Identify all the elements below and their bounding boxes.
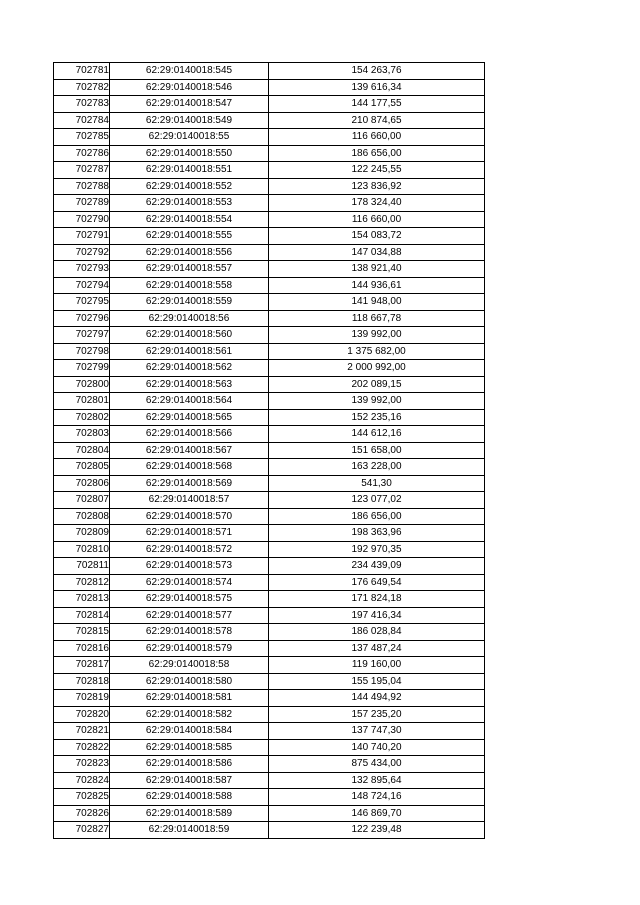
row-id-cell: 702788	[54, 178, 110, 195]
table-row	[54, 723, 485, 740]
cadastral-number-cell: 62:29:0140018:555	[110, 228, 269, 245]
table-row	[54, 508, 485, 525]
table-row	[54, 459, 485, 476]
cadastral-number-cell: 62:29:0140018:553	[110, 195, 269, 212]
row-id-cell: 702826	[54, 805, 110, 822]
cadastral-number-cell: 62:29:0140018:546	[110, 79, 269, 96]
value-cell: 139 992,00	[269, 393, 485, 410]
value-cell: 154 083,72	[269, 228, 485, 245]
table-row	[54, 178, 485, 195]
row-id-cell: 702809	[54, 525, 110, 542]
row-id-cell: 702818	[54, 673, 110, 690]
table-row	[54, 145, 485, 162]
table-row	[54, 673, 485, 690]
cadastral-number-cell: 62:29:0140018:579	[110, 640, 269, 657]
table-row	[54, 79, 485, 96]
value-cell: 198 363,96	[269, 525, 485, 542]
value-cell: 139 616,34	[269, 79, 485, 96]
value-cell: 146 869,70	[269, 805, 485, 822]
cadastral-number-cell: 62:29:0140018:588	[110, 789, 269, 806]
row-id-cell: 702805	[54, 459, 110, 476]
row-id-cell: 702804	[54, 442, 110, 459]
row-id-cell: 702792	[54, 244, 110, 261]
value-cell: 123 077,02	[269, 492, 485, 509]
row-id-cell: 702823	[54, 756, 110, 773]
row-id-cell: 702785	[54, 129, 110, 146]
table-row	[54, 822, 485, 839]
table-row	[54, 228, 485, 245]
value-cell: 875 434,00	[269, 756, 485, 773]
table-row	[54, 756, 485, 773]
row-id-cell: 702797	[54, 327, 110, 344]
value-cell: 144 936,61	[269, 277, 485, 294]
cadastral-number-cell: 62:29:0140018:566	[110, 426, 269, 443]
row-id-cell: 702787	[54, 162, 110, 179]
row-id-cell: 702796	[54, 310, 110, 327]
value-cell: 138 921,40	[269, 261, 485, 278]
value-cell: 141 948,00	[269, 294, 485, 311]
cadastral-number-cell: 62:29:0140018:558	[110, 277, 269, 294]
table-row	[54, 805, 485, 822]
cadastral-number-cell: 62:29:0140018:587	[110, 772, 269, 789]
row-id-cell: 702784	[54, 112, 110, 129]
cadastral-number-cell: 62:29:0140018:574	[110, 574, 269, 591]
row-id-cell: 702822	[54, 739, 110, 756]
table-row	[54, 492, 485, 509]
row-id-cell: 702790	[54, 211, 110, 228]
table-row	[54, 211, 485, 228]
cadastral-number-cell: 62:29:0140018:545	[110, 63, 269, 80]
cadastral-number-cell: 62:29:0140018:59	[110, 822, 269, 839]
row-id-cell: 702810	[54, 541, 110, 558]
cadastral-number-cell: 62:29:0140018:58	[110, 657, 269, 674]
table-row	[54, 162, 485, 179]
cadastral-number-cell: 62:29:0140018:570	[110, 508, 269, 525]
table-row	[54, 558, 485, 575]
value-cell: 144 494,92	[269, 690, 485, 707]
cadastral-number-cell: 62:29:0140018:575	[110, 591, 269, 608]
table-row	[54, 442, 485, 459]
cadastral-number-cell: 62:29:0140018:573	[110, 558, 269, 575]
cadastral-number-cell: 62:29:0140018:550	[110, 145, 269, 162]
cadastral-number-cell: 62:29:0140018:562	[110, 360, 269, 377]
value-cell: 171 824,18	[269, 591, 485, 608]
value-cell: 144 612,16	[269, 426, 485, 443]
cadastral-number-cell: 62:29:0140018:581	[110, 690, 269, 707]
cadastral-number-cell: 62:29:0140018:551	[110, 162, 269, 179]
cadastral-number-cell: 62:29:0140018:569	[110, 475, 269, 492]
row-id-cell: 702798	[54, 343, 110, 360]
data-table	[53, 62, 485, 839]
cadastral-number-cell: 62:29:0140018:559	[110, 294, 269, 311]
row-id-cell: 702819	[54, 690, 110, 707]
row-id-cell: 702801	[54, 393, 110, 410]
table-row	[54, 376, 485, 393]
value-cell: 202 089,15	[269, 376, 485, 393]
value-cell: 140 740,20	[269, 739, 485, 756]
cadastral-number-cell: 62:29:0140018:547	[110, 96, 269, 113]
value-cell: 192 970,35	[269, 541, 485, 558]
table-row	[54, 574, 485, 591]
value-cell: 148 724,16	[269, 789, 485, 806]
value-cell: 152 235,16	[269, 409, 485, 426]
row-id-cell: 702814	[54, 607, 110, 624]
row-id-cell: 702800	[54, 376, 110, 393]
table-row	[54, 63, 485, 80]
value-cell: 186 656,00	[269, 145, 485, 162]
value-cell: 176 649,54	[269, 574, 485, 591]
row-id-cell: 702791	[54, 228, 110, 245]
value-cell: 132 895,64	[269, 772, 485, 789]
row-id-cell: 702808	[54, 508, 110, 525]
table-row	[54, 591, 485, 608]
table-row	[54, 541, 485, 558]
value-cell: 163 228,00	[269, 459, 485, 476]
cadastral-number-cell: 62:29:0140018:554	[110, 211, 269, 228]
cadastral-number-cell: 62:29:0140018:571	[110, 525, 269, 542]
table-row	[54, 343, 485, 360]
cadastral-number-cell: 62:29:0140018:557	[110, 261, 269, 278]
row-id-cell: 702782	[54, 79, 110, 96]
table-row	[54, 657, 485, 674]
value-cell: 119 160,00	[269, 657, 485, 674]
value-cell: 186 028,84	[269, 624, 485, 641]
value-cell: 139 992,00	[269, 327, 485, 344]
value-cell: 122 239,48	[269, 822, 485, 839]
table-row	[54, 310, 485, 327]
row-id-cell: 702812	[54, 574, 110, 591]
row-id-cell: 702820	[54, 706, 110, 723]
cadastral-number-cell: 62:29:0140018:586	[110, 756, 269, 773]
table-row	[54, 327, 485, 344]
cadastral-number-cell: 62:29:0140018:549	[110, 112, 269, 129]
cadastral-number-cell: 62:29:0140018:564	[110, 393, 269, 410]
cadastral-number-cell: 62:29:0140018:582	[110, 706, 269, 723]
value-cell: 178 324,40	[269, 195, 485, 212]
cadastral-number-cell: 62:29:0140018:56	[110, 310, 269, 327]
row-id-cell: 702824	[54, 772, 110, 789]
table-row	[54, 475, 485, 492]
table-row	[54, 789, 485, 806]
cadastral-number-cell: 62:29:0140018:577	[110, 607, 269, 624]
table-row	[54, 112, 485, 129]
cadastral-number-cell: 62:29:0140018:57	[110, 492, 269, 509]
value-cell: 155 195,04	[269, 673, 485, 690]
table-row	[54, 426, 485, 443]
value-cell: 186 656,00	[269, 508, 485, 525]
cadastral-number-cell: 62:29:0140018:561	[110, 343, 269, 360]
row-id-cell: 702817	[54, 657, 110, 674]
table-row	[54, 96, 485, 113]
row-id-cell: 702806	[54, 475, 110, 492]
cadastral-number-cell: 62:29:0140018:560	[110, 327, 269, 344]
table-row	[54, 624, 485, 641]
row-id-cell: 702813	[54, 591, 110, 608]
table-row	[54, 772, 485, 789]
value-cell: 116 660,00	[269, 129, 485, 146]
value-cell: 116 660,00	[269, 211, 485, 228]
row-id-cell: 702816	[54, 640, 110, 657]
cadastral-number-cell: 62:29:0140018:552	[110, 178, 269, 195]
table-row	[54, 640, 485, 657]
value-cell: 147 034,88	[269, 244, 485, 261]
value-cell: 137 747,30	[269, 723, 485, 740]
row-id-cell: 702807	[54, 492, 110, 509]
value-cell: 151 658,00	[269, 442, 485, 459]
cadastral-number-cell: 62:29:0140018:578	[110, 624, 269, 641]
row-id-cell: 702821	[54, 723, 110, 740]
table-row	[54, 277, 485, 294]
table-row	[54, 360, 485, 377]
cadastral-number-cell: 62:29:0140018:584	[110, 723, 269, 740]
table-row	[54, 244, 485, 261]
table-row	[54, 261, 485, 278]
cadastral-number-cell: 62:29:0140018:585	[110, 739, 269, 756]
row-id-cell: 702802	[54, 409, 110, 426]
table-row	[54, 706, 485, 723]
row-id-cell: 702793	[54, 261, 110, 278]
row-id-cell: 702825	[54, 789, 110, 806]
value-cell: 1 375 682,00	[269, 343, 485, 360]
table-row	[54, 607, 485, 624]
cadastral-number-cell: 62:29:0140018:572	[110, 541, 269, 558]
value-cell: 144 177,55	[269, 96, 485, 113]
value-cell: 118 667,78	[269, 310, 485, 327]
row-id-cell: 702815	[54, 624, 110, 641]
row-id-cell: 702794	[54, 277, 110, 294]
row-id-cell: 702803	[54, 426, 110, 443]
value-cell: 2 000 992,00	[269, 360, 485, 377]
table-row	[54, 294, 485, 311]
value-cell: 157 235,20	[269, 706, 485, 723]
table-row	[54, 195, 485, 212]
value-cell: 210 874,65	[269, 112, 485, 129]
table-body	[54, 63, 485, 839]
value-cell: 154 263,76	[269, 63, 485, 80]
table-row	[54, 409, 485, 426]
row-id-cell: 702827	[54, 822, 110, 839]
cadastral-number-cell: 62:29:0140018:55	[110, 129, 269, 146]
table-row	[54, 690, 485, 707]
cadastral-number-cell: 62:29:0140018:556	[110, 244, 269, 261]
value-cell: 197 416,34	[269, 607, 485, 624]
cadastral-number-cell: 62:29:0140018:580	[110, 673, 269, 690]
table-row	[54, 739, 485, 756]
cadastral-number-cell: 62:29:0140018:567	[110, 442, 269, 459]
row-id-cell: 702789	[54, 195, 110, 212]
table-row	[54, 129, 485, 146]
row-id-cell: 702795	[54, 294, 110, 311]
row-id-cell: 702781	[54, 63, 110, 80]
cadastral-number-cell: 62:29:0140018:565	[110, 409, 269, 426]
row-id-cell: 702783	[54, 96, 110, 113]
value-cell: 541,30	[269, 475, 485, 492]
row-id-cell: 702786	[54, 145, 110, 162]
cadastral-number-cell: 62:29:0140018:563	[110, 376, 269, 393]
row-id-cell: 702799	[54, 360, 110, 377]
cadastral-number-cell: 62:29:0140018:568	[110, 459, 269, 476]
cadastral-number-cell: 62:29:0140018:589	[110, 805, 269, 822]
value-cell: 122 245,55	[269, 162, 485, 179]
value-cell: 137 487,24	[269, 640, 485, 657]
table-row	[54, 525, 485, 542]
table-row	[54, 393, 485, 410]
value-cell: 234 439,09	[269, 558, 485, 575]
value-cell: 123 836,92	[269, 178, 485, 195]
row-id-cell: 702811	[54, 558, 110, 575]
